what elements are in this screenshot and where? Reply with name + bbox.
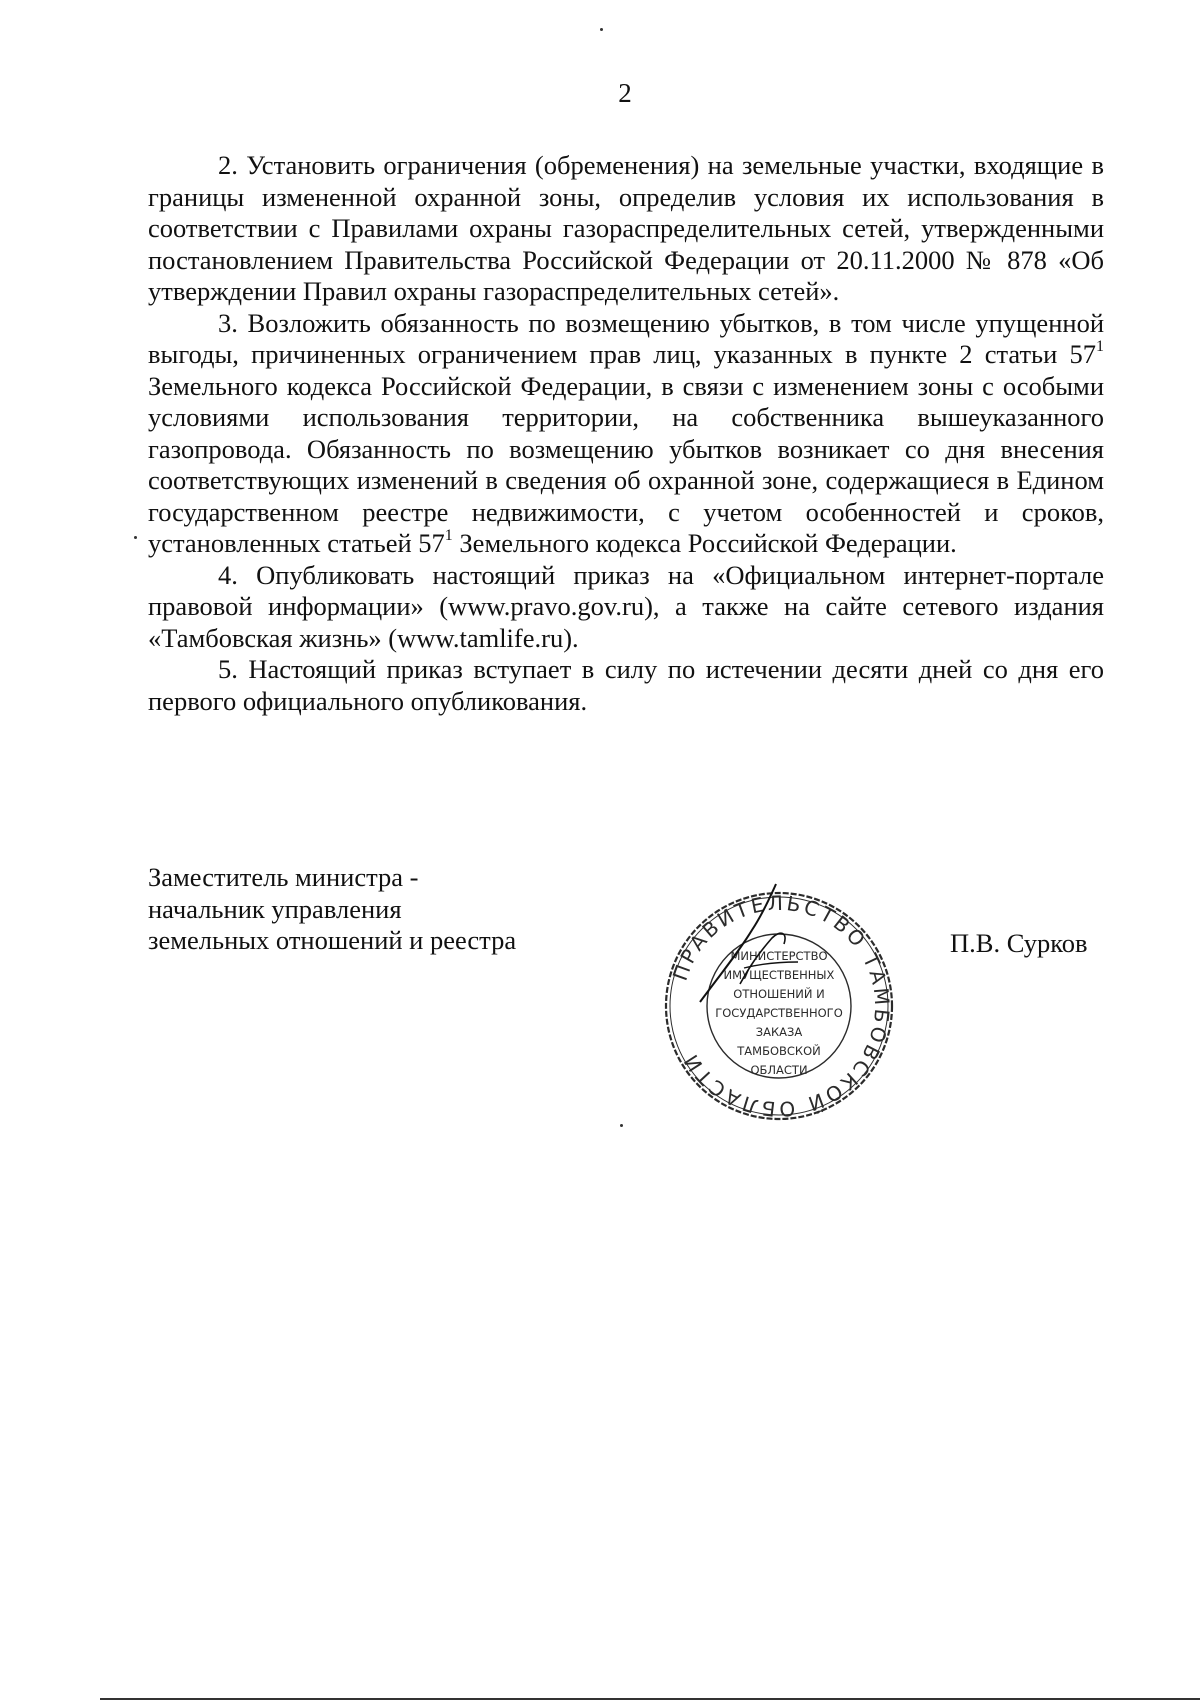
superscript-article-index: 1 xyxy=(1096,338,1104,356)
signer-position xyxy=(148,862,668,957)
paragraph-3-part-3: Земельного кодекса Российской Федерации. xyxy=(452,528,957,558)
scan-speck xyxy=(134,536,137,539)
stamp-inner-line: ИМУЩЕСТВЕННЫХ xyxy=(723,968,835,982)
handwritten-signature xyxy=(680,880,840,1010)
stamp-inner-line: МИНИСТЕРСТВО xyxy=(730,949,828,963)
scan-edge-line xyxy=(100,1698,1200,1700)
page-number: 2 xyxy=(618,78,632,108)
paragraph-4: 4. Опубликовать настоящий приказ на «Официальном интернет-портале правовой информации» (www.pravo.gov.ru), а также на сайте сетевого издания «Тамбовская жизнь» (www.tamlife.ru). xyxy=(148,559,1104,653)
stamp-inner-line: ГОСУДАРСТВЕННОГО xyxy=(715,1006,843,1020)
paragraph-3-part-2: Земельного кодекса Российской Федерации, в связи с изменением зоны с особыми условиями использования территории, на собственника вышеуказанного газопровода. Обязанность по возмещению убытков возникает со дня внесения соответствующих изменений в сведения об охранной зоне, содержащиеся в Едином государственном реестре недвижимости, с учетом особенностей и сроков, установленных статьей 57 xyxy=(148,370,1104,558)
superscript-article-index: 1 xyxy=(444,527,453,545)
position-line: Заместитель министра - xyxy=(148,862,419,892)
signer-name: П.В. Сурков xyxy=(950,928,1088,958)
paragraph-3 xyxy=(148,308,1104,560)
scan-speck xyxy=(620,1124,623,1127)
position-line: начальник управления xyxy=(148,893,402,924)
stamp-inner-line: ЗАКАЗА xyxy=(755,1025,803,1039)
stamp-outer-text-path: ПРАВИТЕЛЬСТВО ТАМБОВСКОЙ ОБЛАСТИ xyxy=(667,890,895,1122)
stamp-inner-line: ТАМБОВСКОЙ xyxy=(737,1044,821,1058)
paragraph-3-part-1: 3. Возложить обязанность по возмещению убытков, в том числе упущенной выгоды, причиненных ограничением прав лиц, указанных в пункте 2 статьи 57 xyxy=(148,307,1104,369)
paragraph-5: 5. Настоящий приказ вступает в силу по истечении десяти дней со дня его первого официального опубликования. xyxy=(148,654,1104,716)
stamp-inner-line: ОТНОШЕНИЙ И xyxy=(733,987,825,1001)
position-line: земельных отношений и реестра xyxy=(148,925,517,955)
paragraph-2: 2. Установить ограничения (обременения) на земельные участки, входящие в границы измененной охранной зоны, определив условия их использования в соответствии с Правилами охраны газораспределительных сетей, утвержденными постановлением Правительства Российской Федерации от 20.11.2000 № 878 «Об утверждении Правил охраны газораспределительных сетей». xyxy=(148,150,1104,306)
scan-speck xyxy=(600,28,603,31)
stamp-inner-line: ОБЛАСТИ xyxy=(750,1063,808,1077)
document-body xyxy=(148,150,1104,717)
